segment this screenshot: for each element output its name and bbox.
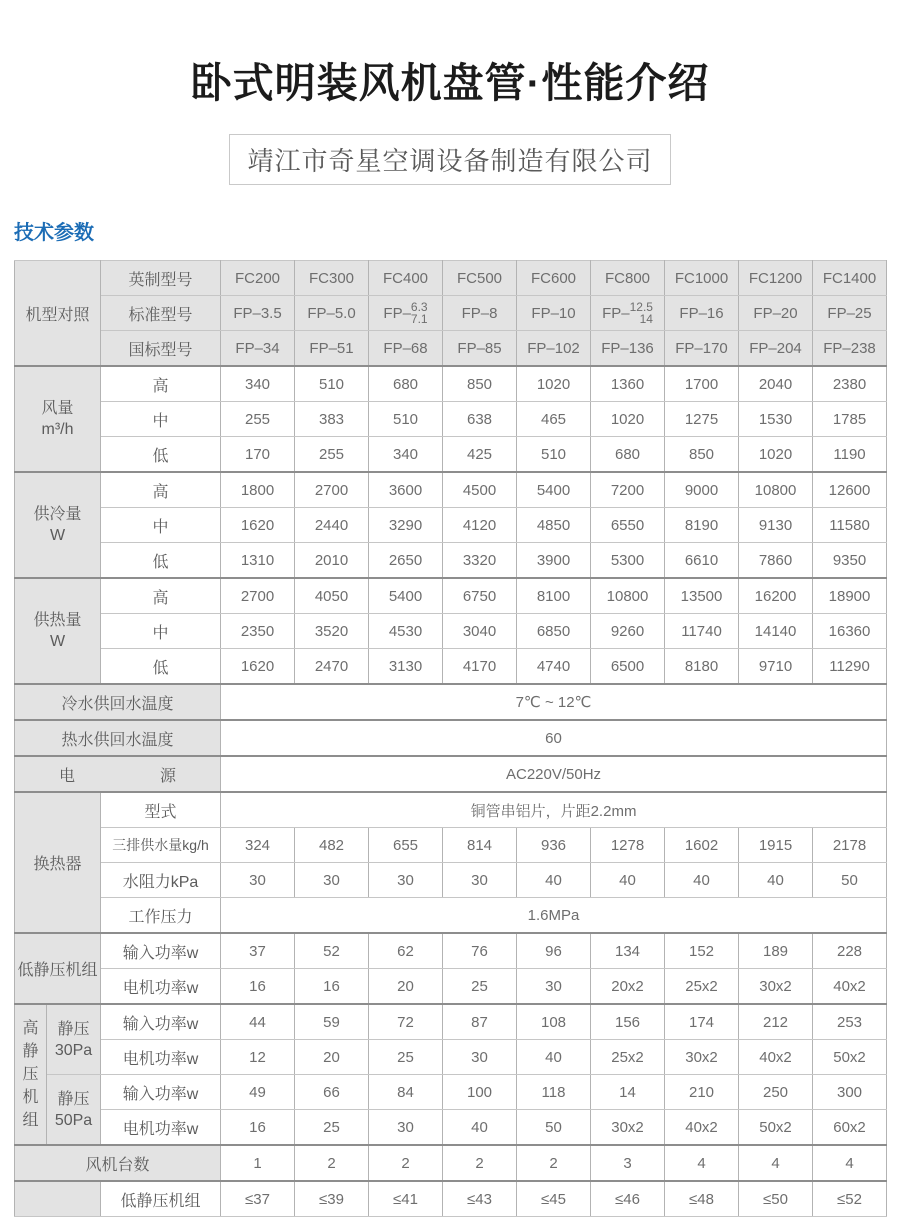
merged-value: 铜管串铝片，片距2.2mm <box>221 792 887 828</box>
value-cell: 30 <box>443 863 517 898</box>
group-label: 风量 m³/h <box>15 366 101 472</box>
row-label: 高 <box>101 472 221 508</box>
value-cell: 50 <box>517 1110 591 1146</box>
value-cell: 255 <box>221 402 295 437</box>
value-cell: 37 <box>221 933 295 969</box>
value-cell: 5300 <box>591 543 665 579</box>
value-cell: 2010 <box>295 543 369 579</box>
value-cell: 96 <box>517 933 591 969</box>
row-label: 输入功率w <box>101 1004 221 1040</box>
value-cell: 4 <box>739 1145 813 1181</box>
row-label: 电机功率w <box>101 1110 221 1146</box>
value-cell: 340 <box>221 366 295 402</box>
value-cell: 2 <box>369 1145 443 1181</box>
value-cell: 6850 <box>517 614 591 649</box>
spec-table <box>14 260 887 1217</box>
value-cell: 52 <box>295 933 369 969</box>
row-label: 国标型号 <box>101 331 221 367</box>
value-cell: 2700 <box>295 472 369 508</box>
row-label: 型式 <box>101 792 221 828</box>
value-cell: 425 <box>443 437 517 473</box>
value-cell: 50 <box>813 863 887 898</box>
merged-value: AC220V/50Hz <box>221 756 887 792</box>
value-cell: 1785 <box>813 402 887 437</box>
value-cell: 30 <box>369 863 443 898</box>
value-cell: 30 <box>517 969 591 1005</box>
row-50pa-motor-power <box>15 1110 887 1146</box>
value-cell: FC300 <box>295 261 369 296</box>
value-cell: 2 <box>295 1145 369 1181</box>
subgroup-label: 静压 50Pa <box>47 1075 101 1146</box>
value-cell: 25 <box>443 969 517 1005</box>
row-lowstatic-motor-power <box>15 969 887 1005</box>
value-cell: 655 <box>369 828 443 863</box>
value-cell: 40x2 <box>739 1040 813 1075</box>
row-power-supply <box>15 756 887 792</box>
row-airflow-high <box>15 366 887 402</box>
value-cell: 1700 <box>665 366 739 402</box>
value-cell: 25 <box>369 1040 443 1075</box>
row-cooling-mid <box>15 508 887 543</box>
row-lowstatic-input-power <box>15 933 887 969</box>
row-airflow-mid <box>15 402 887 437</box>
value-cell: FP–20 <box>739 296 813 331</box>
group-label <box>15 1181 101 1217</box>
value-cell: 30x2 <box>739 969 813 1005</box>
value-cell: 16 <box>221 1110 295 1146</box>
row-label: 三排供水量kg/h <box>101 828 221 863</box>
value-cell: FP–238 <box>813 331 887 367</box>
row-label: 输入功率w <box>101 1075 221 1110</box>
value-cell: 3600 <box>369 472 443 508</box>
value-cell: 1020 <box>591 402 665 437</box>
value-cell: FP–10 <box>517 296 591 331</box>
row-water-resistance <box>15 863 887 898</box>
company-name-box: 靖江市奇星空调设备制造有限公司 <box>229 134 670 185</box>
group-label-vertical: 高静压机组 <box>15 1004 47 1145</box>
value-cell: 9350 <box>813 543 887 579</box>
value-cell: 680 <box>369 366 443 402</box>
value-cell: 66 <box>295 1075 369 1110</box>
value-cell: 324 <box>221 828 295 863</box>
value-cell: 11290 <box>813 649 887 685</box>
value-cell: FC800 <box>591 261 665 296</box>
value-cell: 3520 <box>295 614 369 649</box>
row-water-flow <box>15 828 887 863</box>
value-cell: FP–8 <box>443 296 517 331</box>
value-cell: 30 <box>369 1110 443 1146</box>
value-cell: 5400 <box>369 578 443 614</box>
value-cell: 174 <box>665 1004 739 1040</box>
row-label: 电机功率w <box>101 1040 221 1075</box>
group-label: 机型对照 <box>15 261 101 367</box>
value-cell: 1275 <box>665 402 739 437</box>
value-cell: 1360 <box>591 366 665 402</box>
value-cell: 40 <box>665 863 739 898</box>
value-cell: 1190 <box>813 437 887 473</box>
value-cell: 2040 <box>739 366 813 402</box>
value-cell: 2700 <box>221 578 295 614</box>
value-cell: 4120 <box>443 508 517 543</box>
value-cell: 30 <box>221 863 295 898</box>
value-cell: FP–34 <box>221 331 295 367</box>
row-heating-mid <box>15 614 887 649</box>
value-cell: 4500 <box>443 472 517 508</box>
value-cell: 40x2 <box>813 969 887 1005</box>
value-cell: 40 <box>517 1040 591 1075</box>
page-title: 卧式明装风机盘管·性能介绍 <box>190 60 710 106</box>
value-cell: 7200 <box>591 472 665 508</box>
stacked-model-cell: FP– 6.3 7.1 <box>369 296 443 331</box>
value-cell: 189 <box>739 933 813 969</box>
value-cell: 4530 <box>369 614 443 649</box>
value-cell: 14 <box>591 1075 665 1110</box>
row-standard-model <box>15 296 887 331</box>
row-label: 低 <box>101 437 221 473</box>
spec-table-body <box>15 261 887 1217</box>
value-cell: 3320 <box>443 543 517 579</box>
value-cell: 2 <box>443 1145 517 1181</box>
merged-value: 7℃ ~ 12℃ <box>221 684 887 720</box>
value-cell: 850 <box>443 366 517 402</box>
value-cell: 253 <box>813 1004 887 1040</box>
value-cell: 9260 <box>591 614 665 649</box>
value-cell: FC1400 <box>813 261 887 296</box>
value-cell: ≤43 <box>443 1181 517 1217</box>
value-cell: FP–136 <box>591 331 665 367</box>
row-label: 中 <box>101 508 221 543</box>
value-cell: 16 <box>295 969 369 1005</box>
row-cooling-low <box>15 543 887 579</box>
value-cell: 60x2 <box>813 1110 887 1146</box>
row-working-pressure <box>15 898 887 934</box>
value-cell: 40 <box>591 863 665 898</box>
value-cell: 210 <box>665 1075 739 1110</box>
value-cell: 3 <box>591 1145 665 1181</box>
value-cell: 18900 <box>813 578 887 614</box>
value-cell: 50x2 <box>813 1040 887 1075</box>
value-cell: FP–3.5 <box>221 296 295 331</box>
value-cell: 680 <box>591 437 665 473</box>
value-cell: 2470 <box>295 649 369 685</box>
value-cell: 156 <box>591 1004 665 1040</box>
value-cell: ≤37 <box>221 1181 295 1217</box>
value-cell: FP–25 <box>813 296 887 331</box>
value-cell: 6550 <box>591 508 665 543</box>
value-cell: 25x2 <box>591 1040 665 1075</box>
value-cell: FP–16 <box>665 296 739 331</box>
value-cell: 1 <box>221 1145 295 1181</box>
value-cell: 3040 <box>443 614 517 649</box>
value-cell: 12600 <box>813 472 887 508</box>
value-cell: 212 <box>739 1004 813 1040</box>
value-cell: 638 <box>443 402 517 437</box>
value-cell: 30 <box>295 863 369 898</box>
value-cell: 2350 <box>221 614 295 649</box>
value-cell: 40x2 <box>665 1110 739 1146</box>
value-cell: 510 <box>295 366 369 402</box>
merged-value: 60 <box>221 720 887 756</box>
value-cell: ≤52 <box>813 1181 887 1217</box>
merged-value: 1.6MPa <box>221 898 887 934</box>
value-cell: 6610 <box>665 543 739 579</box>
row-label: 电机功率w <box>101 969 221 1005</box>
value-cell: 9000 <box>665 472 739 508</box>
value-cell: 340 <box>369 437 443 473</box>
value-cell: 16360 <box>813 614 887 649</box>
group-label: 换热器 <box>15 792 101 933</box>
value-cell: 510 <box>517 437 591 473</box>
value-cell: FP–204 <box>739 331 813 367</box>
value-cell: 16200 <box>739 578 813 614</box>
value-cell: 850 <box>665 437 739 473</box>
value-cell: FP–170 <box>665 331 739 367</box>
value-cell: 108 <box>517 1004 591 1040</box>
value-cell: 30x2 <box>665 1040 739 1075</box>
value-cell: 6750 <box>443 578 517 614</box>
row-label: 工作压力 <box>101 898 221 934</box>
value-cell: 1800 <box>221 472 295 508</box>
row-label: 高 <box>101 366 221 402</box>
section-title-tech-params: 技术参数 <box>14 222 94 244</box>
value-cell: FC600 <box>517 261 591 296</box>
value-cell: 8190 <box>665 508 739 543</box>
value-cell: FC200 <box>221 261 295 296</box>
value-cell: FC1000 <box>665 261 739 296</box>
group-label: 供冷量 W <box>15 472 101 578</box>
value-cell: 1530 <box>739 402 813 437</box>
value-cell: 6500 <box>591 649 665 685</box>
value-cell: 134 <box>591 933 665 969</box>
value-cell: 2650 <box>369 543 443 579</box>
value-cell: 49 <box>221 1075 295 1110</box>
value-cell: 16 <box>221 969 295 1005</box>
value-cell: 170 <box>221 437 295 473</box>
row-label: 热水供回水温度 <box>15 720 221 756</box>
value-cell: ≤39 <box>295 1181 369 1217</box>
value-cell: 482 <box>295 828 369 863</box>
value-cell: 50x2 <box>739 1110 813 1146</box>
value-cell: FC500 <box>443 261 517 296</box>
row-50pa-input-power <box>15 1075 887 1110</box>
row-noise-lowstatic <box>15 1181 887 1217</box>
value-cell: 59 <box>295 1004 369 1040</box>
value-cell: 1620 <box>221 508 295 543</box>
value-cell: FP–102 <box>517 331 591 367</box>
value-cell: 9710 <box>739 649 813 685</box>
row-gb-model <box>15 331 887 367</box>
group-label: 供热量 W <box>15 578 101 684</box>
row-30pa-motor-power <box>15 1040 887 1075</box>
value-cell: ≤48 <box>665 1181 739 1217</box>
value-cell: 1020 <box>517 366 591 402</box>
row-chilled-water-temp <box>15 684 887 720</box>
value-cell: FP–51 <box>295 331 369 367</box>
row-label: 水阻力kPa <box>101 863 221 898</box>
value-cell: 4850 <box>517 508 591 543</box>
row-imperial-model <box>15 261 887 296</box>
value-cell: 4740 <box>517 649 591 685</box>
value-cell: 62 <box>369 933 443 969</box>
value-cell: 7860 <box>739 543 813 579</box>
value-cell: 1278 <box>591 828 665 863</box>
value-cell: 10800 <box>591 578 665 614</box>
value-cell: FP–5.0 <box>295 296 369 331</box>
value-cell: FC400 <box>369 261 443 296</box>
value-cell: 11580 <box>813 508 887 543</box>
value-cell: 12 <box>221 1040 295 1075</box>
value-cell: 40 <box>443 1110 517 1146</box>
row-coil-type <box>15 792 887 828</box>
row-label: 低 <box>101 649 221 685</box>
value-cell: 13500 <box>665 578 739 614</box>
value-cell: 4050 <box>295 578 369 614</box>
row-label: 输入功率w <box>101 933 221 969</box>
value-cell: 100 <box>443 1075 517 1110</box>
group-label: 低静压机组 <box>15 933 101 1004</box>
value-cell: 228 <box>813 933 887 969</box>
value-cell: 25 <box>295 1110 369 1146</box>
value-cell: 40 <box>739 863 813 898</box>
value-cell: 76 <box>443 933 517 969</box>
row-hot-water-temp <box>15 720 887 756</box>
value-cell: 20x2 <box>591 969 665 1005</box>
row-fan-count <box>15 1145 887 1181</box>
value-cell: 11740 <box>665 614 739 649</box>
value-cell: 250 <box>739 1075 813 1110</box>
value-cell: 40 <box>517 863 591 898</box>
value-cell: 1620 <box>221 649 295 685</box>
value-cell: 4170 <box>443 649 517 685</box>
value-cell: ≤45 <box>517 1181 591 1217</box>
value-cell: 255 <box>295 437 369 473</box>
row-30pa-input-power <box>15 1004 887 1040</box>
row-label: 英制型号 <box>101 261 221 296</box>
value-cell: FP–68 <box>369 331 443 367</box>
value-cell: 510 <box>369 402 443 437</box>
value-cell: ≤41 <box>369 1181 443 1217</box>
value-cell: 72 <box>369 1004 443 1040</box>
value-cell: 1020 <box>739 437 813 473</box>
stacked-model-cell: FP– 12.5 14 <box>591 296 665 331</box>
value-cell: 20 <box>295 1040 369 1075</box>
value-cell: 814 <box>443 828 517 863</box>
subgroup-label: 静压 30Pa <box>47 1004 101 1075</box>
row-heating-low <box>15 649 887 685</box>
value-cell: 1915 <box>739 828 813 863</box>
value-cell: 25x2 <box>665 969 739 1005</box>
value-cell: 1602 <box>665 828 739 863</box>
row-label: 高 <box>101 578 221 614</box>
value-cell: 2178 <box>813 828 887 863</box>
value-cell: 2440 <box>295 508 369 543</box>
row-label: 中 <box>101 614 221 649</box>
value-cell: 20 <box>369 969 443 1005</box>
value-cell: 300 <box>813 1075 887 1110</box>
row-heating-high <box>15 578 887 614</box>
value-cell: 87 <box>443 1004 517 1040</box>
row-cooling-high <box>15 472 887 508</box>
value-cell: 9130 <box>739 508 813 543</box>
value-cell: 3900 <box>517 543 591 579</box>
row-label: 电 源 <box>15 756 221 792</box>
value-cell: 44 <box>221 1004 295 1040</box>
row-label: 低 <box>101 543 221 579</box>
row-label: 中 <box>101 402 221 437</box>
row-label: 冷水供回水温度 <box>15 684 221 720</box>
value-cell: 2 <box>517 1145 591 1181</box>
value-cell: 2380 <box>813 366 887 402</box>
value-cell: 30x2 <box>591 1110 665 1146</box>
value-cell: FP–85 <box>443 331 517 367</box>
value-cell: 10800 <box>739 472 813 508</box>
value-cell: 14140 <box>739 614 813 649</box>
value-cell: 84 <box>369 1075 443 1110</box>
value-cell: 383 <box>295 402 369 437</box>
value-cell: 4 <box>665 1145 739 1181</box>
value-cell: 5400 <box>517 472 591 508</box>
value-cell: FC1200 <box>739 261 813 296</box>
value-cell: 152 <box>665 933 739 969</box>
value-cell: ≤50 <box>739 1181 813 1217</box>
value-cell: 30 <box>443 1040 517 1075</box>
value-cell: 8100 <box>517 578 591 614</box>
row-airflow-low <box>15 437 887 473</box>
value-cell: ≤46 <box>591 1181 665 1217</box>
value-cell: 465 <box>517 402 591 437</box>
value-cell: 3130 <box>369 649 443 685</box>
row-label: 低静压机组 <box>101 1181 221 1217</box>
value-cell: 118 <box>517 1075 591 1110</box>
value-cell: 3290 <box>369 508 443 543</box>
value-cell: 1310 <box>221 543 295 579</box>
row-label: 标准型号 <box>101 296 221 331</box>
value-cell: 936 <box>517 828 591 863</box>
value-cell: 8180 <box>665 649 739 685</box>
row-label: 风机台数 <box>15 1145 221 1181</box>
value-cell: 4 <box>813 1145 887 1181</box>
